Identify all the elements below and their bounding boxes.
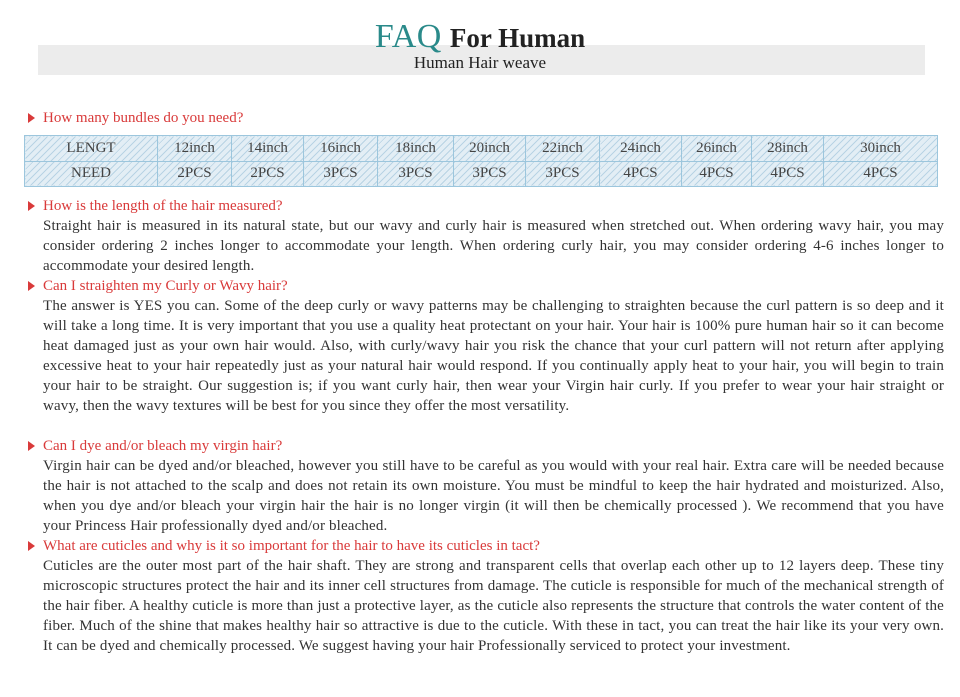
faq-hair-length bbox=[28, 196, 944, 276]
table-row-need bbox=[25, 161, 938, 187]
length-cell: 28inch bbox=[752, 136, 824, 162]
page-subtitle: Human Hair weave bbox=[413, 53, 547, 72]
need-cell: 2PCS bbox=[232, 161, 304, 187]
arrow-right-icon bbox=[28, 281, 35, 291]
row-label-need: NEED bbox=[25, 161, 158, 187]
faq-question: Can I straighten my Curly or Wavy hair? bbox=[43, 277, 288, 294]
faq-answer: Cuticles are the outer most part of the hair shaft. They are strong and transparent cells that overlap each other up to 12 layers deep. These tiny microscopic structures protect the hair and its inner cell structures from damage. The cuticle is responsible for much of the mechanical strength of the hair fiber. A healthy cuticle is more than just a protective layer, as the cuticle also represents the structure that controls the water content of the fiber. Much of the shine that makes healthy hair so attractive is due to the cuticle. With these in tact, you can treat the hair like its your very own. It can be dyed and chemically processed. We suggest having your hair Professionally serviced to protect your investment. bbox=[43, 558, 944, 654]
length-cell: 14inch bbox=[232, 136, 304, 162]
need-cell: 3PCS bbox=[304, 161, 378, 187]
page-title bbox=[0, 18, 960, 56]
arrow-right-icon bbox=[28, 113, 35, 123]
arrow-right-icon bbox=[28, 441, 35, 451]
need-cell: 4PCS bbox=[824, 161, 938, 187]
length-cell: 12inch bbox=[158, 136, 232, 162]
length-cell: 26inch bbox=[682, 136, 752, 162]
length-cell: 16inch bbox=[304, 136, 378, 162]
arrow-right-icon bbox=[28, 541, 35, 551]
length-cell: 22inch bbox=[526, 136, 600, 162]
need-cell: 4PCS bbox=[600, 161, 682, 187]
faq-question: How is the length of the hair measured? bbox=[43, 197, 283, 214]
length-cell: 18inch bbox=[378, 136, 454, 162]
need-cell: 3PCS bbox=[378, 161, 454, 187]
bundles-section bbox=[28, 108, 944, 128]
faq-straighten bbox=[28, 276, 944, 416]
row-label-length: LENGT bbox=[25, 136, 158, 162]
title-for-human: For Human bbox=[449, 23, 586, 53]
need-cell: 4PCS bbox=[682, 161, 752, 187]
faq-answer: The answer is YES you can. Some of the deep curly or wavy patterns may be challenging to straighten because the curl pattern is so deep and it will take a long time. It is very important that you use a quality heat protectant on your hair. Your hair is 100% pure human hair so it can become heat damaged just as your own hair would. Also, with curly/wavy hair you risk the chance that your curl pattern will not return after applying excessive heat to your hair repeatedly just as your natural hair would respond. If you continually apply heat to your hair, you will begin to train your hair to be straight. Our suggestion is; if you want curly hair, then wear your Virgin hair curly. If you prefer to wear your hair straight or wavy, then the wavy textures will be best for you since they offer the most versatility. bbox=[43, 298, 944, 414]
table-row-length bbox=[25, 136, 938, 162]
title-faq: FAQ bbox=[374, 18, 442, 55]
faq-answer: Virgin hair can be dyed and/or bleached, however you still have to be careful as you would with your real hair. Extra care will be needed because the hair is not attached to the scalp and does not retain its own moisture. You must be mindful to keep the hair hydrated and moisturized. Also, when you dye and/or bleach your virgin hair the hair is no longer virgin (it will then be chemically processed ). We recommend that you have your Princess Hair professionally dyed and/or bleached. bbox=[43, 458, 944, 534]
faq-question: Can I dye and/or bleach my virgin hair? bbox=[43, 437, 283, 454]
faq-question: What are cuticles and why is it so important for the hair to have its cuticles in tact? bbox=[43, 537, 540, 554]
need-cell: 2PCS bbox=[158, 161, 232, 187]
length-cell: 30inch bbox=[824, 136, 938, 162]
length-cell: 20inch bbox=[454, 136, 526, 162]
length-cell: 24inch bbox=[600, 136, 682, 162]
faq-answer: Straight hair is measured in its natural state, but our wavy and curly hair is measured when stretched out. When ordering wavy hair, you may consider ordering 2 inches longer to accommodate your length. When ordering curly hair, you may consider ordering 4-6 inches longer to accommodate your desired length. bbox=[43, 218, 944, 274]
need-cell: 3PCS bbox=[454, 161, 526, 187]
need-cell: 4PCS bbox=[752, 161, 824, 187]
bundles-question: How many bundles do you need? bbox=[43, 109, 244, 126]
faq-dye-bleach bbox=[28, 436, 944, 536]
need-cell: 3PCS bbox=[526, 161, 600, 187]
bundle-table bbox=[24, 135, 938, 187]
arrow-right-icon bbox=[28, 201, 35, 211]
faq-cuticles bbox=[28, 536, 944, 656]
